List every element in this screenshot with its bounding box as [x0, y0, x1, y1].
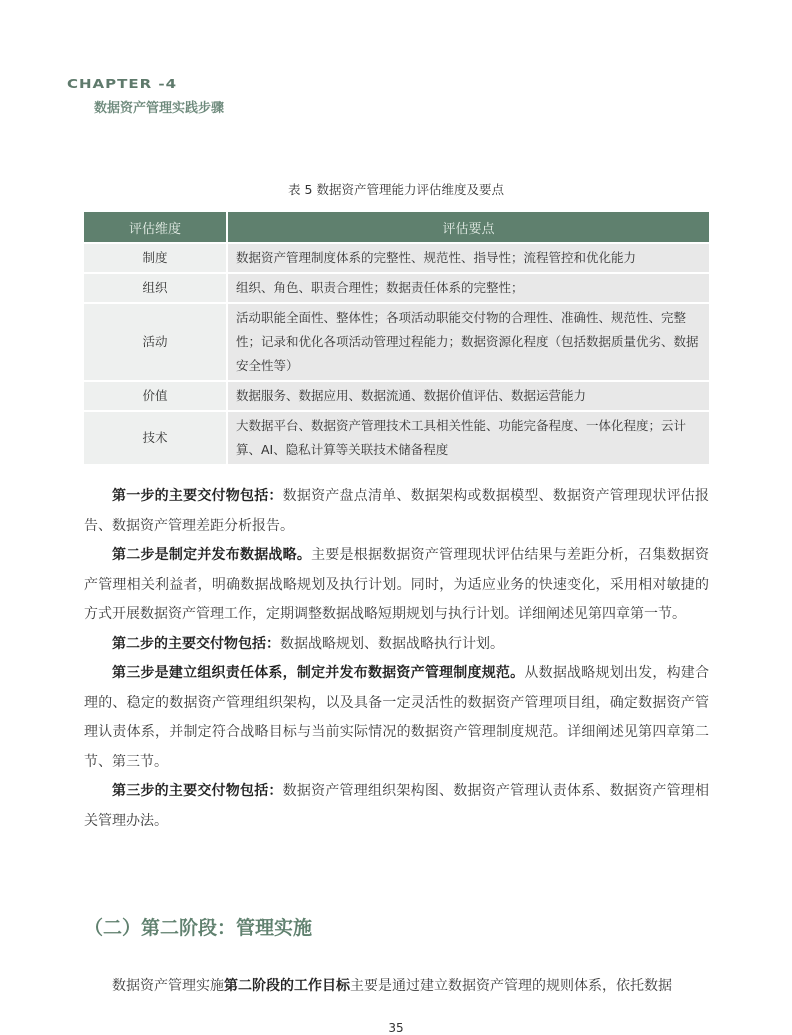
points-cell: 数据服务、数据应用、数据流通、数据价值评估、数据运营能力: [227, 381, 709, 411]
dimension-cell: 活动: [84, 303, 227, 381]
dimension-cell: 制度: [84, 243, 227, 273]
paragraph-lead: 第一步的主要交付物包括：: [112, 488, 283, 504]
table-row: [84, 381, 709, 411]
dimension-cell: 价值: [84, 381, 227, 411]
points-cell: 数据资产管理制度体系的完整性、规范性、指导性；流程管控和优化能力: [227, 243, 709, 273]
chapter-title: 数据资产管理实践步骤: [94, 101, 225, 116]
paragraph: [84, 777, 709, 836]
table-row: [84, 411, 709, 465]
paragraph: [84, 659, 709, 777]
page-number: 35: [388, 1021, 404, 1035]
paragraph-text: 数据资产管理组织架构图、数据资产管理认责体系、数据资产管理相关管理办法。: [84, 783, 710, 829]
paragraph-lead: 第三步的主要交付物包括：: [112, 783, 283, 799]
paragraph: [84, 541, 709, 630]
paragraph-text: 数据战略规划、数据战略执行计划。: [280, 635, 504, 652]
paragraph-text: 从数据战略规划出发，构建合理的、稳定的数据资产管理组织架构，以及具备一定灵活性的数据资产管理项目组，确定数据资产管理认责体系，并制定符合战略目标与当前实际情况的数据资产管理制度规范。详细阐述见第四章第二节、第三节。: [84, 665, 710, 770]
evaluation-table: [84, 212, 709, 466]
paragraph-post: 主要是通过建立数据资产管理的规则体系，依托数据: [350, 978, 672, 994]
column-header-dimension: 评估维度: [84, 212, 227, 243]
paragraph: [84, 630, 709, 660]
chapter-label: CHAPTER -4: [67, 76, 178, 92]
table-row: [84, 273, 709, 303]
paragraph-text: 主要是根据数据资产管理现状评估结果与差距分析，召集数据资产管理相关利益者，明确数据战略规划及执行计划。同时，为适应业务的快速变化，采用相对敏捷的方式开展数据资产管理工作，定期调整数据战略短期规划与执行计划。详细阐述见第四章第一节。: [84, 547, 710, 622]
table-row: [84, 303, 709, 381]
table-row: [84, 243, 709, 273]
paragraph-lead: 第三步是建立组织责任体系，制定并发布数据资产管理制度规范。: [112, 665, 525, 681]
points-cell: 活动职能全面性、整体性；各项活动职能交付物的合理性、准确性、规范性、完整性；记录和优化各项活动管理过程能力；数据资源化程度（包括数据质量优劣、数据安全性等）: [227, 303, 709, 381]
dimension-cell: 组织: [84, 273, 227, 303]
paragraph-pre: 数据资产管理实施: [112, 978, 224, 994]
body-paragraphs: [84, 482, 709, 836]
final-paragraph-block: [84, 972, 709, 1002]
table-caption: 表 5 数据资产管理能力评估维度及要点: [288, 182, 504, 197]
points-cell: 组织、角色、职责合理性；数据责任体系的完整性；: [227, 273, 709, 303]
section-heading: （二）第二阶段：管理实施: [84, 917, 313, 939]
paragraph-lead: 第二步是制定并发布数据战略。: [112, 547, 312, 563]
dimension-cell: 技术: [84, 411, 227, 465]
points-cell: 大数据平台、数据资产管理技术工具相关性能、功能完备程度、一体化程度；云计算、AI、隐私计算等关联技术储备程度: [227, 411, 709, 465]
paragraph: [84, 482, 709, 541]
paragraph-lead: 第二步的主要交付物包括：: [112, 635, 280, 652]
column-header-points: 评估要点: [227, 212, 709, 243]
table-header-row: [84, 212, 709, 243]
paragraph: [84, 972, 709, 1002]
paragraph-lead: 第二阶段的工作目标: [224, 978, 350, 994]
paragraph-text: 数据资产盘点清单、数据架构或数据模型、数据资产管理现状评估报告、数据资产管理差距分析报告。: [84, 488, 710, 534]
